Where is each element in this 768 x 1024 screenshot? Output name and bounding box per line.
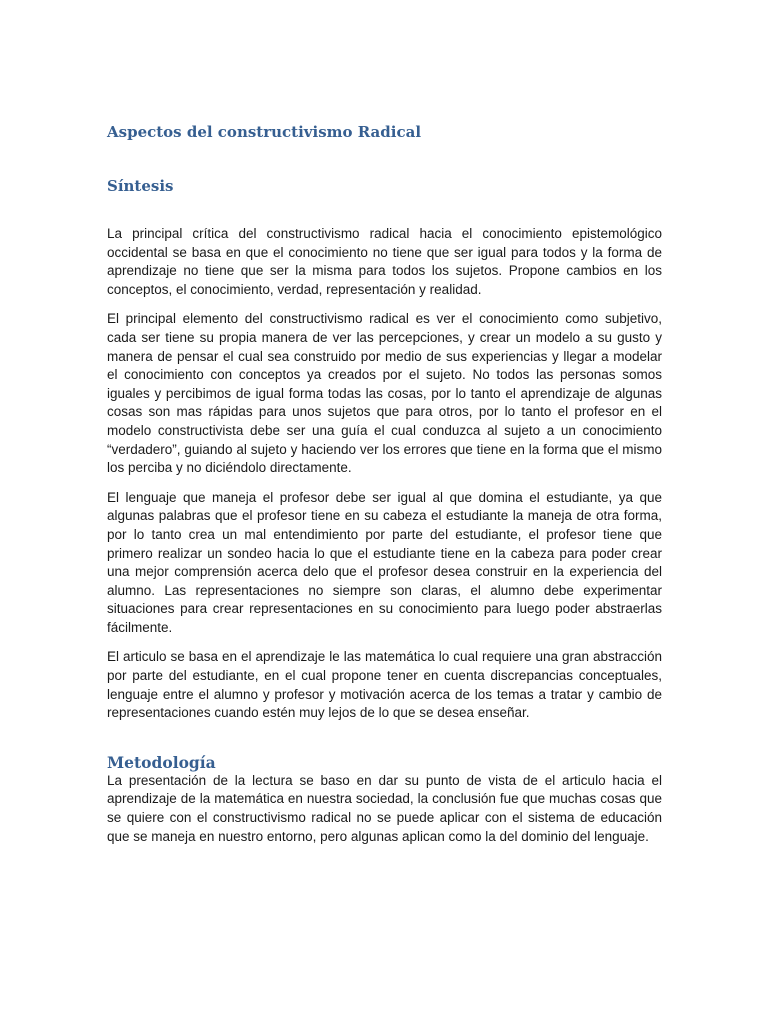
sintesis-paragraph-3: El lenguaje que maneja el profesor debe ser igual al que domina el estudiante, ya que algunas palabras que el profesor tiene en su cabeza el estudiante la maneja de otra forma, por lo tanto crea un mal entendimiento por parte del estudiante, el profesor tiene que primero realizar un sondeo hacia lo que el estudiante tiene en la cabeza para poder crear una mejor comprensión acerca delo que el profesor desea construir en la experiencia del alumno. Las representaciones no siempre son claras, el alumno debe experimentar situaciones para crear representaciones en su conocimiento para luego poder abstraerlas fácilmente. [107, 489, 662, 635]
sintesis-paragraph-2: El principal elemento del constructivismo radical es ver el conocimiento como subjetivo, cada ser tiene su propia manera de ver las percepciones, y crear un modelo a su gusto y manera de pensar el cual sea construido por medio de sus experiencias y llegar a modelar el conocimiento con conceptos ya creados por el sujeto. No todos las personas somos iguales y percibimos de igual forma todas las cosas, por lo tanto el aprendizaje de algunas cosas son mas rápidas para unos sujetos que para otros, por lo tanto el profesor en el modelo constructivista debe ser una guía el cual conduzca al sujeto a un conocimiento “verdadero”, guiando al sujeto y haciendo ver los errores que tiene en la forma que el mismo los perciba y no diciéndolo directamente. [107, 311, 662, 476]
metodologia-paragraph-1: La presentación de la lectura se baso en dar su punto de vista de el articulo hacia el aprendizaje de la matemática en nuestra sociedad, la conclusión fue que muchas cosas que se quiere con el constructivismo radical no se puede aplicar con el sistema de educación que se maneja en nuestro entorno, pero algunas aplican como la del dominio del lenguaje. [107, 772, 662, 844]
section-heading-sintesis: Síntesis [107, 177, 174, 195]
section-heading-metodologia: Metodología [107, 752, 216, 772]
document-page [107, 118, 662, 846]
sintesis-paragraph-4: El articulo se basa en el aprendizaje le las matemática lo cual requiere una gran abstracción por parte del estudiante, en el cual propone tener en cuenta discrepancias conceptuales, lenguaje entre el alumno y profesor y motivación acerca de los temas a tratar y cambio de representaciones cuando estén muy lejos de lo que se desea enseñar. [107, 649, 662, 721]
document-title: Aspectos del constructivismo Radical [107, 123, 422, 141]
sintesis-paragraph-1: La principal crítica del constructivismo radical hacia el conocimiento epistemológico occidental se basa en que el conocimiento no tiene que ser igual para todos y la forma de aprendizaje no tiene que ser la misma para todos los sujetos. Propone cambios en los conceptos, el conocimiento, verdad, representación y realidad. [107, 226, 662, 297]
